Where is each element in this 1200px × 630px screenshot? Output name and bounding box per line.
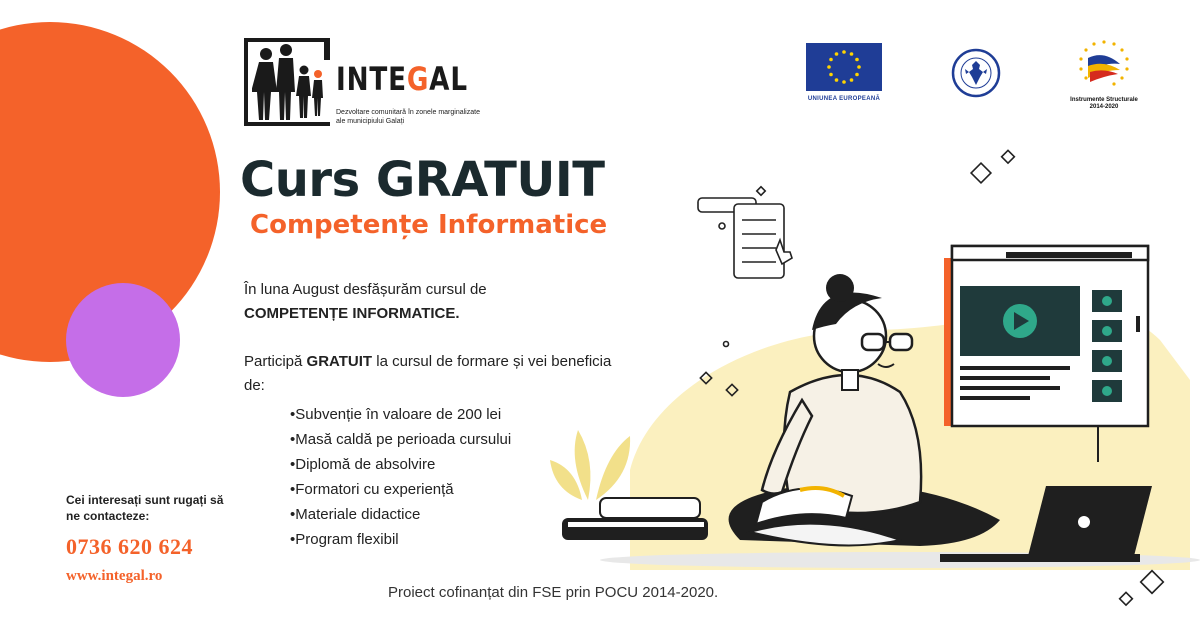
- contact-intro: Cei interesați sunt rugați să ne contacteze:: [66, 493, 224, 523]
- plant-icon: [550, 430, 630, 500]
- books-stack: [562, 498, 708, 540]
- eu-star: [835, 78, 839, 82]
- logo-wordmark: INTEGAL: [336, 60, 468, 98]
- eu-star: [855, 58, 859, 62]
- tagline-line-1: Dezvoltare comunitară în zonele marginalizate: [336, 109, 480, 116]
- list-item: •Subvenție în valoare de 200 lei: [290, 406, 502, 423]
- student-laptop-illustration: [540, 140, 1200, 630]
- eu-star: [829, 73, 833, 77]
- intro-text: În luna August desfășurăm cursul de: [244, 281, 487, 298]
- intro-course-name: COMPETENȚE INFORMATICE.: [244, 305, 460, 322]
- floating-form-icon: [698, 198, 792, 278]
- integal-logo[interactable]: [244, 38, 484, 128]
- logo-tagline: [336, 108, 516, 126]
- eu-star: [842, 80, 846, 84]
- guvernul-romaniei-logo[interactable]: [951, 48, 1001, 103]
- contact-website-link[interactable]: www.integal.ro: [66, 568, 163, 584]
- eu-logo[interactable]: [806, 43, 882, 102]
- eu-star: [835, 52, 839, 56]
- eu-caption: UNIUNEA EUROPEANĂ: [807, 96, 881, 102]
- eu-star: [827, 65, 831, 69]
- course-subtitle: Competențe Informatice: [250, 210, 608, 240]
- eu-star: [829, 58, 833, 62]
- list-item: •Program flexibil: [290, 531, 399, 548]
- list-item: •Masă caldă pe perioada cursului: [290, 431, 512, 448]
- eu-star: [850, 52, 854, 56]
- is-caption: [1064, 97, 1144, 111]
- instrumente-structurale-logo[interactable]: [1064, 38, 1144, 111]
- offer-text-2: la cursul de formare și vei beneficia de:: [244, 353, 612, 394]
- list-item: •Diplomă de absolvire: [290, 456, 436, 473]
- eu-star: [855, 73, 859, 77]
- tagline-line-2: ale municipiului Galați: [336, 118, 405, 125]
- decorative-purple-circle: [66, 283, 180, 397]
- eu-star: [857, 65, 861, 69]
- family-silhouette-icon: [252, 44, 328, 122]
- list-item: •Materiale didactice: [290, 506, 421, 523]
- is-caption-line-2: 2014-2020: [1089, 104, 1119, 110]
- list-item: •Formatori cu experiență: [290, 481, 454, 498]
- guvernul-romaniei-emblem-icon: [951, 48, 1001, 98]
- contact-phone[interactable]: 0736 620 624: [66, 534, 193, 559]
- is-caption-line-1: Instrumente Structurale: [1070, 97, 1138, 103]
- offer-text-1: Participă: [244, 353, 307, 370]
- eu-flag-icon: [806, 43, 882, 91]
- eu-star: [850, 78, 854, 82]
- offer-free-label: GRATUIT: [306, 353, 373, 370]
- page-title: Curs GRATUIT: [240, 152, 605, 208]
- funding-note: Proiect cofinanțat din FSE prin POCU 2014-2020.: [388, 584, 719, 601]
- benefits-list: [290, 402, 511, 552]
- eu-star: [842, 50, 846, 54]
- instrumente-structurale-icon: [1074, 38, 1134, 90]
